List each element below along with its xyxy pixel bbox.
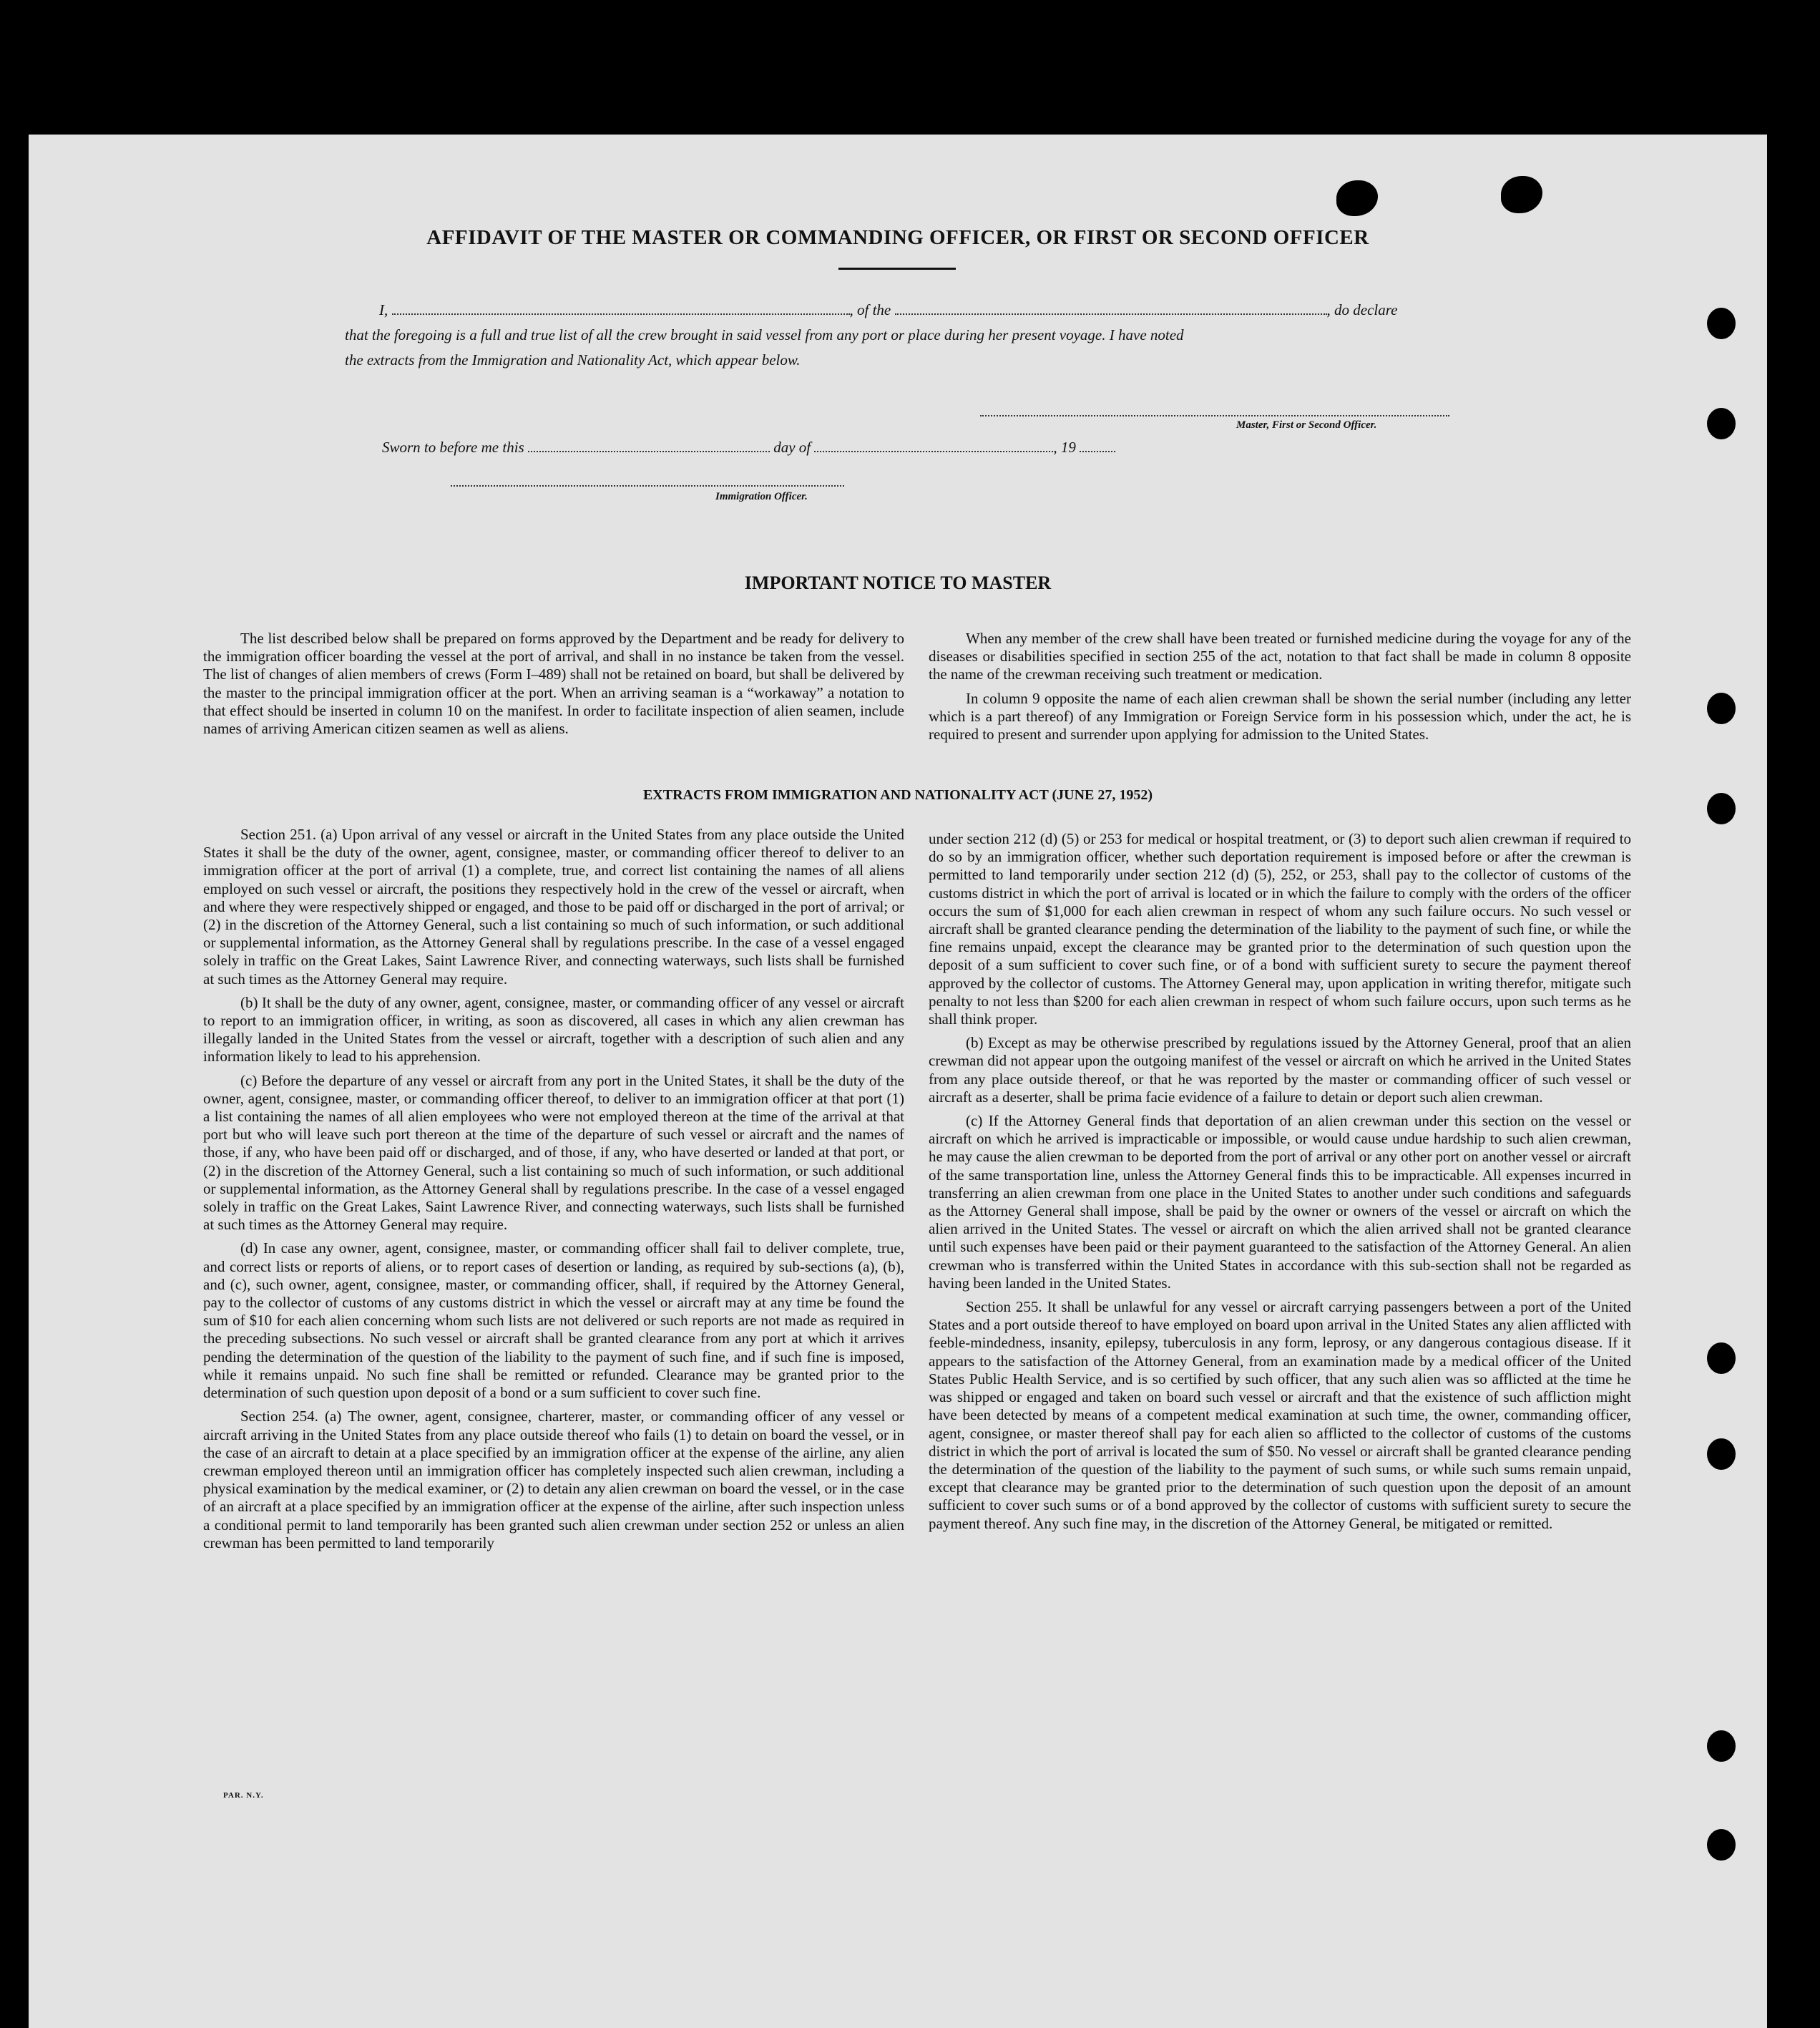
declaration-line-3: the extracts from the Immigration and Nationality Act, which appear below. (345, 351, 801, 369)
punch-hole (1707, 408, 1736, 439)
section-251a: Section 251. (a) Upon arrival of any vessel or aircraft in the United States from any place outside the United States it shall be the duty of the owner, agent, consignee, master, or commanding officer thereof to deliver to an immigration officer at the port of arrival (1) a complete, true, and correct list containing the names of all aliens employed on such vessel or aircraft, the positions they respectively hold in the crew of the vessel or aircraft, when and where they were respectively shipped or engaged, and those to be paid off or discharged in the port of arrival; or (2) in the discretion of the Attorney General, such a list containing so much of such information, or such additional or supplemental information, as the Attorney General shall by regulations prescribe. In the case of a vessel engaged solely in traffic on the Great Lakes, Saint Lawrence River, and connecting waterways, such lists shall be furnished at such times as the Attorney General may require. (203, 826, 904, 988)
declaration-i: I, (379, 301, 388, 318)
notice-left-paragraph: The list described below shall be prepared on forms approved by the Department and be ready for delivery to the immigration officer boarding the vessel at the port of arrival, and shall in no instance be taken from the vessel. The list of changes of alien members of crews (Form I–489) shall not be retained on board, but shall be delivered by the master to the principal immigration officer at the port. When an arriving seaman is a “workaway” a notation to that effect should be inserted in column 10 on the manifest. In order to facilitate inspection of alien seamen, include names of arriving American citizen seamen as well as aliens. (203, 630, 904, 738)
section-255: Section 255. It shall be unlawful for any vessel or aircraft carrying passengers between a port of the United States and a port outside thereof to have employed on board upon arrival in the United States any alien afflicted with feeble-mindedness, insanity, epilepsy, tuberculosis in any form, leprosy, or any dangerous contagious disease. If it appears to the satisfaction of the Attorney General, from an examination made by a medical officer of the United States Public Health Service, and is so certified by such officer, that any such alien was so afflicted at the time he was shipped or engaged and taken on board such vessel or aircraft and that the existence of such affliction might have been detected by means of a competent medical examination at such time, the owner, commanding officer, agent, consignee, or master thereof shall pay for each alien so afflicted to the collector of customs of the customs district in which the port of arrival is located the sum of $50. No vessel or aircraft shall be granted clearance pending the determination of the question of the liability to the payment of such sums, or while such sums remain unpaid, except that clearance may be granted prior to the determination of such question upon the deposit of an amount sufficient to cover such sums or of a bond approved by the collector of customs with sufficient surety to secure the payment thereof. Any such fine may, in the discretion of the Attorney General, be mitigated or remitted. (929, 1298, 1631, 1532)
master-signature-label: Master, First or Second Officer. (1236, 419, 1377, 431)
vessel-field[interactable] (895, 311, 1327, 315)
section-254a: Section 254. (a) The owner, agent, consignee, charterer, master, or commanding officer of any vessel or aircraft arriving in the United States from any place outside thereof who fails (1) to detain on board the vessel, or in the case of an aircraft to detain at a place specified by an immigration officer at the expense of the airline, any alien crewman employed thereon until an immigration officer has completely inspected such alien crewman, including a physical examination by the medical examiner, or (2) to detain any alien crewman on board the vessel, or in the case of an aircraft at a place specified by an immigration officer at the expense of the airline, after such inspection unless a conditional permit to land temporarily has been granted such alien crewman under section 252 or unless an alien crewman has been permitted to land temporarily (203, 1408, 904, 1551)
master-signature-line[interactable] (980, 415, 1449, 416)
punch-hole (1707, 1829, 1736, 1861)
extracts-right-column (929, 830, 1631, 1539)
section-254a-continued: under section 212 (d) (5) or 253 for medical or hospital treatment, or (3) to deport such alien crewman if required to do so by an immigration officer, whether such deportation requirement is imposed before or after the crewman is permitted to land temporarily under section 212 (d) (5), 252, or 253, shall pay to the collector of customs of the customs district in which the port of arrival is located or in which the failure to comply with the orders of the officer occurs the sum of $1,000 for each alien crewman in respect of whom any such failure occurs. No such vessel or aircraft shall be granted clearance pending the determination of the liability to the payment of such fine, or while the fine remains unpaid, except the clearance may be granted prior to the determination of such question upon the deposit of a sum sufficient to cover such fine, or of a bond with sufficient surety to secure the payment thereof approved by the collector of customs. The Attorney General may, upon application in writing therefor, mitigate such penalty to not less than $200 for each alien crewman in respect of whom such failure occurs, upon such terms as he shall think proper. (929, 830, 1631, 1028)
section-251b: (b) It shall be the duty of any owner, agent, consignee, master, or commanding officer of any vessel or aircraft to report to an immigration officer, in writing, as soon as discovered, all cases in which any alien crewman has illegally landed in the United States from the vessel or aircraft, together with a description of such alien and any information likely to lead to his apprehension. (203, 993, 904, 1066)
notice-right-column (929, 630, 1631, 749)
punch-hole (1707, 1438, 1736, 1470)
punch-hole (1707, 1342, 1736, 1374)
notice-right-paragraph-2: In column 9 opposite the name of each alien crewman shall be shown the serial number (including any letter which is a part thereof) of any Immigration or Foreign Service form in his possession which, under the act, he is required to present and surrender upon applying for admission to the United States. (929, 689, 1631, 744)
section-251c: (c) Before the departure of any vessel or aircraft from any port in the United States, it shall be the duty of the owner, agent, consignee, master, or commanding officer thereof, to deliver to an immigration officer at that port (1) a list containing the names of all alien employees who were not employed thereon at the time of the arrival at that port but who will leave such port thereon at the time of the departure of such vessel or aircraft and the names of those, if any, who have been paid off or discharged, and of those, if any, who have deserted or landed at that port, or (2) in the discretion of the Attorney General, such a list containing so much of such information, or such additional or supplemental information, as the Attorney General shall by regulations prescribe. In the case of a vessel engaged solely in traffic on the Great Lakes, Saint Lawrence River, and connecting waterways, such lists shall be furnished at such times as the Attorney General may require. (203, 1071, 904, 1234)
punch-hole (1707, 1730, 1736, 1762)
declaration-do-declare: , do declare (1326, 301, 1398, 318)
notice-title: IMPORTANT NOTICE TO MASTER (744, 572, 1052, 593)
punch-hole (1707, 308, 1736, 339)
section-251d: (d) In case any owner, agent, consignee, master, or commanding officer shall fail to deliver complete, true, and correct lists or reports of aliens, or to report cases of desertion or landing, as required by sub-sections (a), (b), and (c), such owner, agent, consignee, master, or commanding officer, shall, if required by the Attorney General, pay to the collector of customs of any customs district in which the vessel or aircraft may at any time be found the sum of $10 for each alien concerning whom such lists are not delivered or such reports are not made as required in the preceding subsections. No such vessel or aircraft shall be granted clearance from any port at which it arrives pending the determination of the question of the liability to the payment of such fine, and if such fine is imposed, while it remains unpaid. No such fine shall be remitted or refunded. Clearance may be granted prior to the determination of such question upon deposit of a bond or a sum sufficient to cover such fine. (203, 1239, 904, 1402)
printer-mark: PAR. N.Y. (223, 1791, 264, 1800)
sworn-line (382, 435, 1115, 460)
ink-blot (1501, 176, 1542, 213)
sworn-year-field[interactable] (1080, 448, 1115, 452)
name-field[interactable] (392, 311, 850, 315)
declaration-line-2: that the foregoing is a full and true list of all the crew brought in said vessel from any port or place during her present voyage. I have noted (345, 326, 1184, 343)
declaration-of-the: , of the (849, 301, 891, 318)
sworn-day-field[interactable] (528, 448, 770, 452)
affidavit-title: AFFIDAVIT OF THE MASTER OR COMMANDING OFFICER, OR FIRST OR SECOND OFFICER (426, 226, 1369, 249)
notice-right-paragraph-1: When any member of the crew shall have been treated or furnished medicine during the voyage for any of the diseases or disabilities specified in section 255 of the act, notation to that fact shall be made in column 8 opposite the name of the crewman receiving such treatment or medication. (929, 630, 1631, 683)
sworn-month-field[interactable] (814, 448, 1053, 452)
section-254c: (c) If the Attorney General finds that deportation of an alien crewman under this section on the vessel or aircraft on which he arrived is impracticable or impossible, or would cause undue hardship to such alien crewman, he may cause the alien crewman to be deported from the port of arrival or any other port on another vessel or aircraft of the same transportation line, unless the Attorney General finds this to be impracticable. All expenses incurred in transferring an alien crewman from one place in the United States to another under such conditions and safeguards as the Attorney General shall impose, shall be paid by the owner or owners of the vessel or aircraft on which the alien arrived in the United States. The vessel or aircraft on which the alien arrived shall not be granted clearance until such expenses have been paid or their payment guaranteed to the satisfaction of the Attorney General. An alien crewman who is transferred within the United States in accordance with this sub-section shall not be regarded as having been landed in the United States. (929, 1112, 1631, 1292)
section-254b: (b) Except as may be otherwise prescribed by regulations issued by the Attorney General, proof that an alien crewman did not appear upon the outgoing manifest of the vessel or aircraft on which he arrived in the United States from any place outside thereof, or that he was reported by the master or commanding officer of such vessel or aircraft as a deserter, shall be prima facie evidence of a failure to detain or deport such alien crewman. (929, 1034, 1631, 1106)
officer-signature-line[interactable] (451, 485, 844, 487)
extracts-left-column (203, 826, 904, 1558)
punch-hole (1707, 693, 1736, 724)
officer-signature-label: Immigration Officer. (715, 491, 808, 502)
form-page (29, 135, 1767, 2028)
day-of-text: day of (773, 439, 811, 456)
declaration-line-1 (379, 298, 1397, 323)
title-rule (838, 268, 956, 270)
sworn-text: Sworn to before me this (382, 439, 524, 456)
year-text: , 19 (1053, 439, 1076, 456)
extracts-title: EXTRACTS FROM IMMIGRATION AND NATIONALITY ACT (JUNE 27, 1952) (642, 787, 1153, 803)
notice-left-column (203, 630, 904, 744)
ink-blot (1336, 180, 1378, 216)
